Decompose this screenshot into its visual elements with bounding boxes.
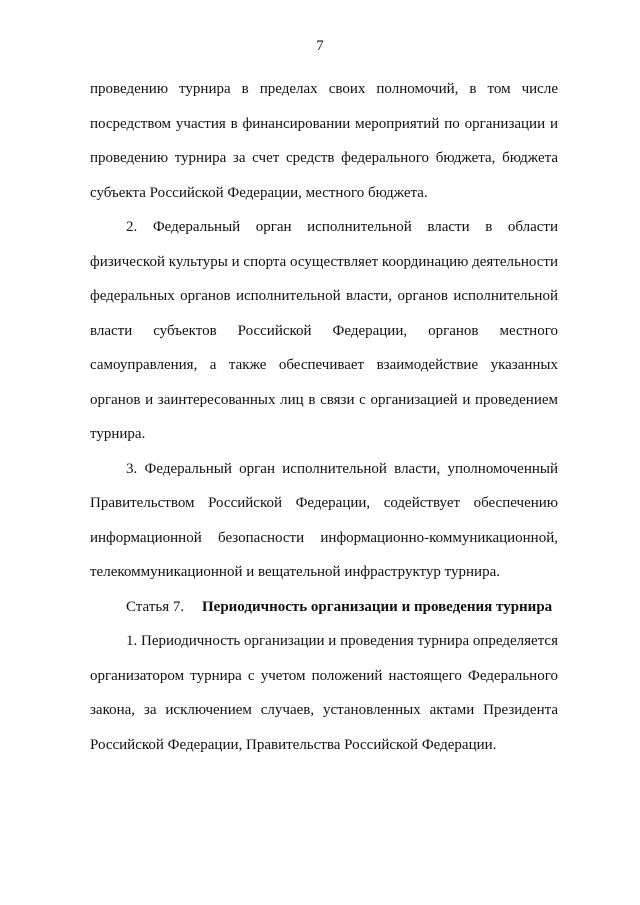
article-label: Статья 7. bbox=[126, 598, 185, 615]
paragraph-continuation: проведению турнира в пределах своих полномочий, в том числе посредством участия в финансировании мероприятий по организации и проведению турнира за счет средств федерального бюджета, бюджета субъекта Российской Федерации, местного бюджета. bbox=[90, 81, 558, 201]
article-paragraph-1: 1. Периодичность организации и проведения турнира определяется организатором турнира с учетом положений настоящего Федерального закона, за исключением случаев, установленных актами Президента Российской Федерации, Правительства Российской Федерации. bbox=[90, 633, 558, 753]
paragraph-item-2: 2. Федеральный орган исполнительной власти в области физической культуры и спорта осуществляет координацию деятельности федеральных органов исполнительной власти, органов исполнительной власти субъектов Российской Федерации, органов местного самоуправления, а также обеспечивает взаимодействие указанных органов и заинтересованных лиц в связи с организацией и проведением турнира. bbox=[90, 219, 558, 442]
page-number: 7 bbox=[316, 38, 324, 54]
article-heading bbox=[90, 590, 558, 625]
document-body bbox=[90, 72, 558, 762]
article-title: Периодичность организации и проведения турнира bbox=[202, 598, 553, 615]
paragraph-item-3: 3. Федеральный орган исполнительной власти, уполномоченный Правительством Российской Федерации, содействует обеспечению информационной безопасности информационно-коммуникационной, телекоммуникационной и вещательной инфраструктур турнира. bbox=[90, 460, 558, 580]
